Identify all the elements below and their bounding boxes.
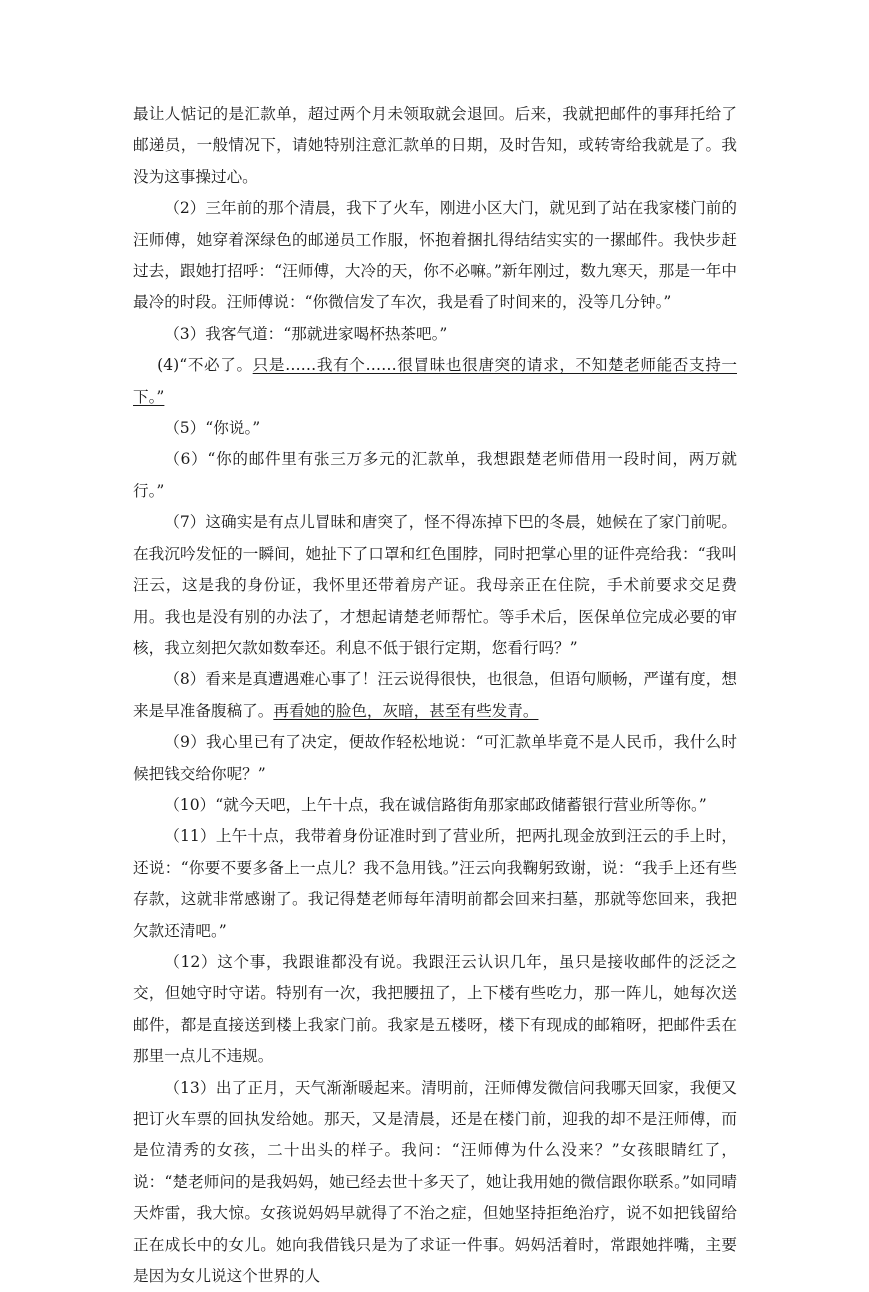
paragraph-12 [133,947,737,1073]
paragraph-7 [133,507,737,664]
paragraph-5 [133,413,737,444]
paragraph-text: （10）“就今天吧，上午十点，我在诚信路街角那家邮政储蓄银行营业所等你。” [164,795,707,814]
paragraph-3 [133,319,737,350]
paragraph-10 [133,790,737,821]
paragraph-11 [133,821,737,947]
underlined-sentence: 再看她的脸色，灰暗，甚至有些发青。 [273,701,539,720]
paragraph-text: （7）这确实是有点儿冒昧和唐突了，怪不得冻掉下巴的冬晨，她候在了家门前呢。在我沉吟发怔的一瞬间，她扯下了口罩和红色围脖，同时把掌心里的证件亮给我：“我叫汪云，这是我的身份证，我怀里还带着房产证。我母亲正在住院，手术前要求交足费用。我也是没有别的办法了，才想起请楚老师帮忙。等手术后，医保单位完成必要的审核，我立刻把欠款如数奉还。利息不低于银行定期，您看行吗？” [133,513,737,657]
article-body [133,99,737,1292]
paragraph-text: （8）看来是真遭遇难心事了！汪云说得很快，也很急，但语句顺畅，严谨有度，想来是早准备腹稿了。 [133,670,737,720]
paragraph-text: （5）“你说。” [164,419,261,438]
paragraph-text: (4)“不必了。 [157,356,253,375]
paragraph-6 [133,444,737,507]
paragraph-text: （9）我心里已有了决定，便故作轻松地说：“可汇款单毕竟不是人民币，我什么时候把钱交给你呢？” [133,733,737,783]
paragraph-2 [133,193,737,319]
paragraph-8 [133,664,737,727]
paragraph-text: （11）上午十点，我带着身份证准时到了营业所，把两扎现金放到汪云的手上时，还说：“你要不要多备上一点儿？我不急用钱。”汪云向我鞠躬致谢，说：“我手上还有些存款，这就非常感谢了。我记得楚老师每年清明前都会回来扫墓，那就等您回来，我把欠款还清吧。” [133,827,737,940]
paragraph-text: （3）我客气道：“那就进家喝杯热茶吧。” [164,324,448,343]
paragraph-text: （13）出了正月，天气渐渐暖起来。清明前，汪师傅发微信问我哪天回家，我便又把订火车票的回执发给她。那天，又是清晨，还是在楼门前，迎我的却不是汪师傅，而是位清秀的女孩，二十出头的样子。我问：“汪师傅为什么没来？”女孩眼睛红了，说：“楚老师问的是我妈妈，她已经去世十多天了，她让我用她的微信跟你联系。”如同晴天炸雷，我大惊。女孩说妈妈早就得了不治之症，但她坚持拒绝治疗，说不如把钱留给正在成长中的女儿。她向我借钱只是为了求证一件事。妈妈活着时，常跟她拌嘴，主要是因为女儿说这个世界的人 [133,1078,737,1286]
underlined-sentence: 只是……我有个……很冒昧也很唐突的请求，不知楚老师能否支持一下。” [133,356,737,406]
paragraph-text: （2）三年前的那个清晨，我下了火车，刚进小区大门，就见到了站在我家楼门前的汪师傅，她穿着深绿色的邮递员工作服，怀抱着捆扎得结结实实的一摞邮件。我快步赶过去，跟她打招呼：“汪师傅，大冷的天，你不必嘛。”新年刚过，数九寒天，那是一年中最冷的时段。汪师傅说：“你微信发了车次，我是看了时间来的，没等几分钟。” [133,199,737,312]
paragraph-0 [133,99,737,193]
paragraph-9 [133,727,737,790]
paragraph-13 [133,1073,737,1292]
paragraph-4 [133,350,737,413]
paragraph-text: （6）“你的邮件里有张三万多元的汇款单，我想跟楚老师借用一段时间，两万就行。” [133,450,737,500]
paragraph-text: （12）这个事，我跟谁都没有说。我跟汪云认识几年，虽只是接收邮件的泛泛之交，但她守时守诺。特别有一次，我把腰扭了，上下楼有些吃力，那一阵儿，她每次送邮件，都是直接送到楼上我家门前。我家是五楼呀，楼下有现成的邮箱呀，把邮件丢在那里一点儿不违规。 [133,952,737,1066]
paragraph-text: 最让人惦记的是汇款单，超过两个月未领取就会退回。后来，我就把邮件的事拜托给了邮递员，一般情况下，请她特别注意汇款单的日期，及时告知，或转寄给我就是了。我没为这事操过心。 [133,105,737,186]
